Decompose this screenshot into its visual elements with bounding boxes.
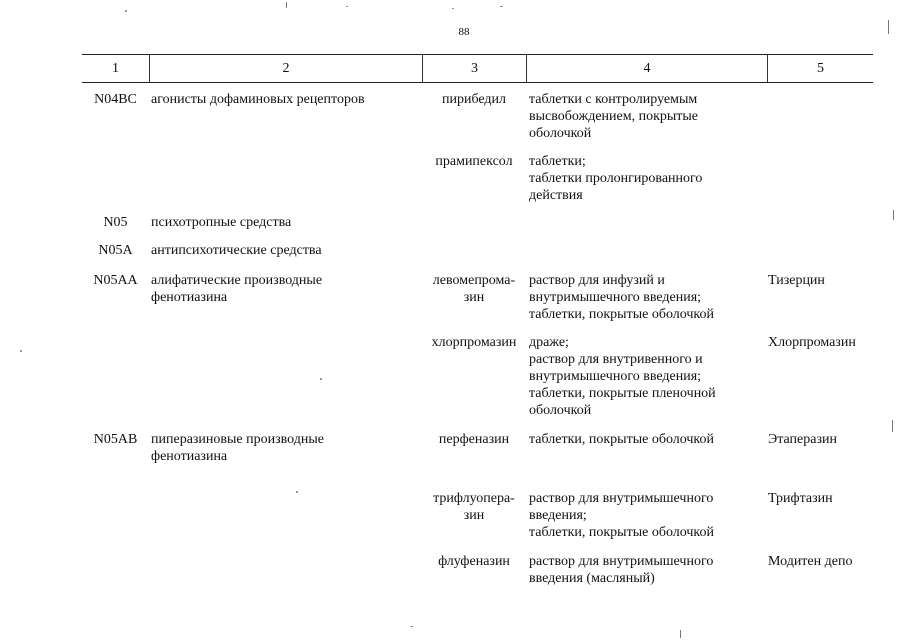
atc-code: N05AA bbox=[93, 273, 138, 288]
scan-speck bbox=[320, 378, 322, 380]
scan-speck bbox=[286, 2, 287, 8]
scan-speck bbox=[346, 6, 348, 7]
dosage-form: драже; раствор для внутривенного и внутримышечного введения; таблетки, покрытые пленочной оболочкой bbox=[529, 335, 716, 418]
group-name: психотропные средства bbox=[151, 215, 292, 230]
substance-name: трифлуопера- зин bbox=[433, 491, 515, 523]
atc-code: N05 bbox=[103, 215, 128, 230]
scan-speck bbox=[893, 210, 894, 220]
scan-speck bbox=[410, 626, 413, 627]
table-top-rule bbox=[82, 54, 873, 55]
group-name: алифатические производные фенотиазина bbox=[151, 273, 323, 305]
table-header-rule bbox=[82, 82, 873, 83]
atc-code: N04BC bbox=[94, 92, 137, 107]
brand-name: Трифтазин bbox=[768, 491, 833, 506]
substance-name: флуфеназин bbox=[438, 554, 510, 569]
scan-speck bbox=[452, 8, 454, 9]
dosage-form: раствор для инфузий и внутримышечного введения; таблетки, покрытые оболочкой bbox=[529, 273, 715, 322]
group-name: пиперазиновые производные фенотиазина bbox=[151, 432, 325, 464]
atc-code: N05AB bbox=[93, 432, 138, 447]
substance-name: прамипексол bbox=[435, 154, 513, 169]
scan-speck bbox=[892, 420, 893, 432]
scan-speck bbox=[888, 20, 889, 34]
scan-speck bbox=[680, 630, 681, 638]
atc-code: N05A bbox=[98, 243, 133, 258]
brand-name: Тизерцин bbox=[768, 273, 825, 288]
header-col-1: 1 bbox=[112, 61, 119, 76]
scan-speck bbox=[20, 350, 22, 352]
dosage-form: таблетки; таблетки пролонгированного действия bbox=[529, 154, 703, 203]
header-col-5: 5 bbox=[817, 61, 824, 76]
scan-speck bbox=[500, 6, 503, 7]
scan-speck bbox=[296, 491, 298, 493]
substance-name: хлорпромазин bbox=[431, 335, 517, 350]
page-number: 88 bbox=[458, 26, 470, 38]
dosage-form: раствор для внутримышечного введения; таблетки, покрытые оболочкой bbox=[529, 491, 715, 540]
header-col-2: 2 bbox=[282, 61, 290, 76]
dosage-form: раствор для внутримышечного введения (масляный) bbox=[529, 554, 714, 586]
brand-name: Модитен депо bbox=[768, 554, 853, 569]
substance-name: перфеназин bbox=[438, 432, 510, 447]
group-name: антипсихотические средства bbox=[151, 243, 322, 258]
brand-name: Хлорпромазин bbox=[768, 335, 856, 350]
brand-name: Этаперазин bbox=[768, 432, 837, 447]
header-col-4: 4 bbox=[643, 61, 651, 76]
dosage-form: таблетки с контролируемым высвобождением, покрытые оболочкой bbox=[529, 92, 699, 141]
header-col-3: 3 bbox=[471, 61, 478, 76]
substance-name: левомепрома- зин bbox=[432, 273, 516, 305]
dosage-form: таблетки, покрытые оболочкой bbox=[529, 432, 715, 447]
substance-name: пирибедил bbox=[441, 92, 507, 107]
scan-speck bbox=[125, 10, 127, 12]
group-name: агонисты дофаминовых рецепторов bbox=[151, 92, 365, 107]
